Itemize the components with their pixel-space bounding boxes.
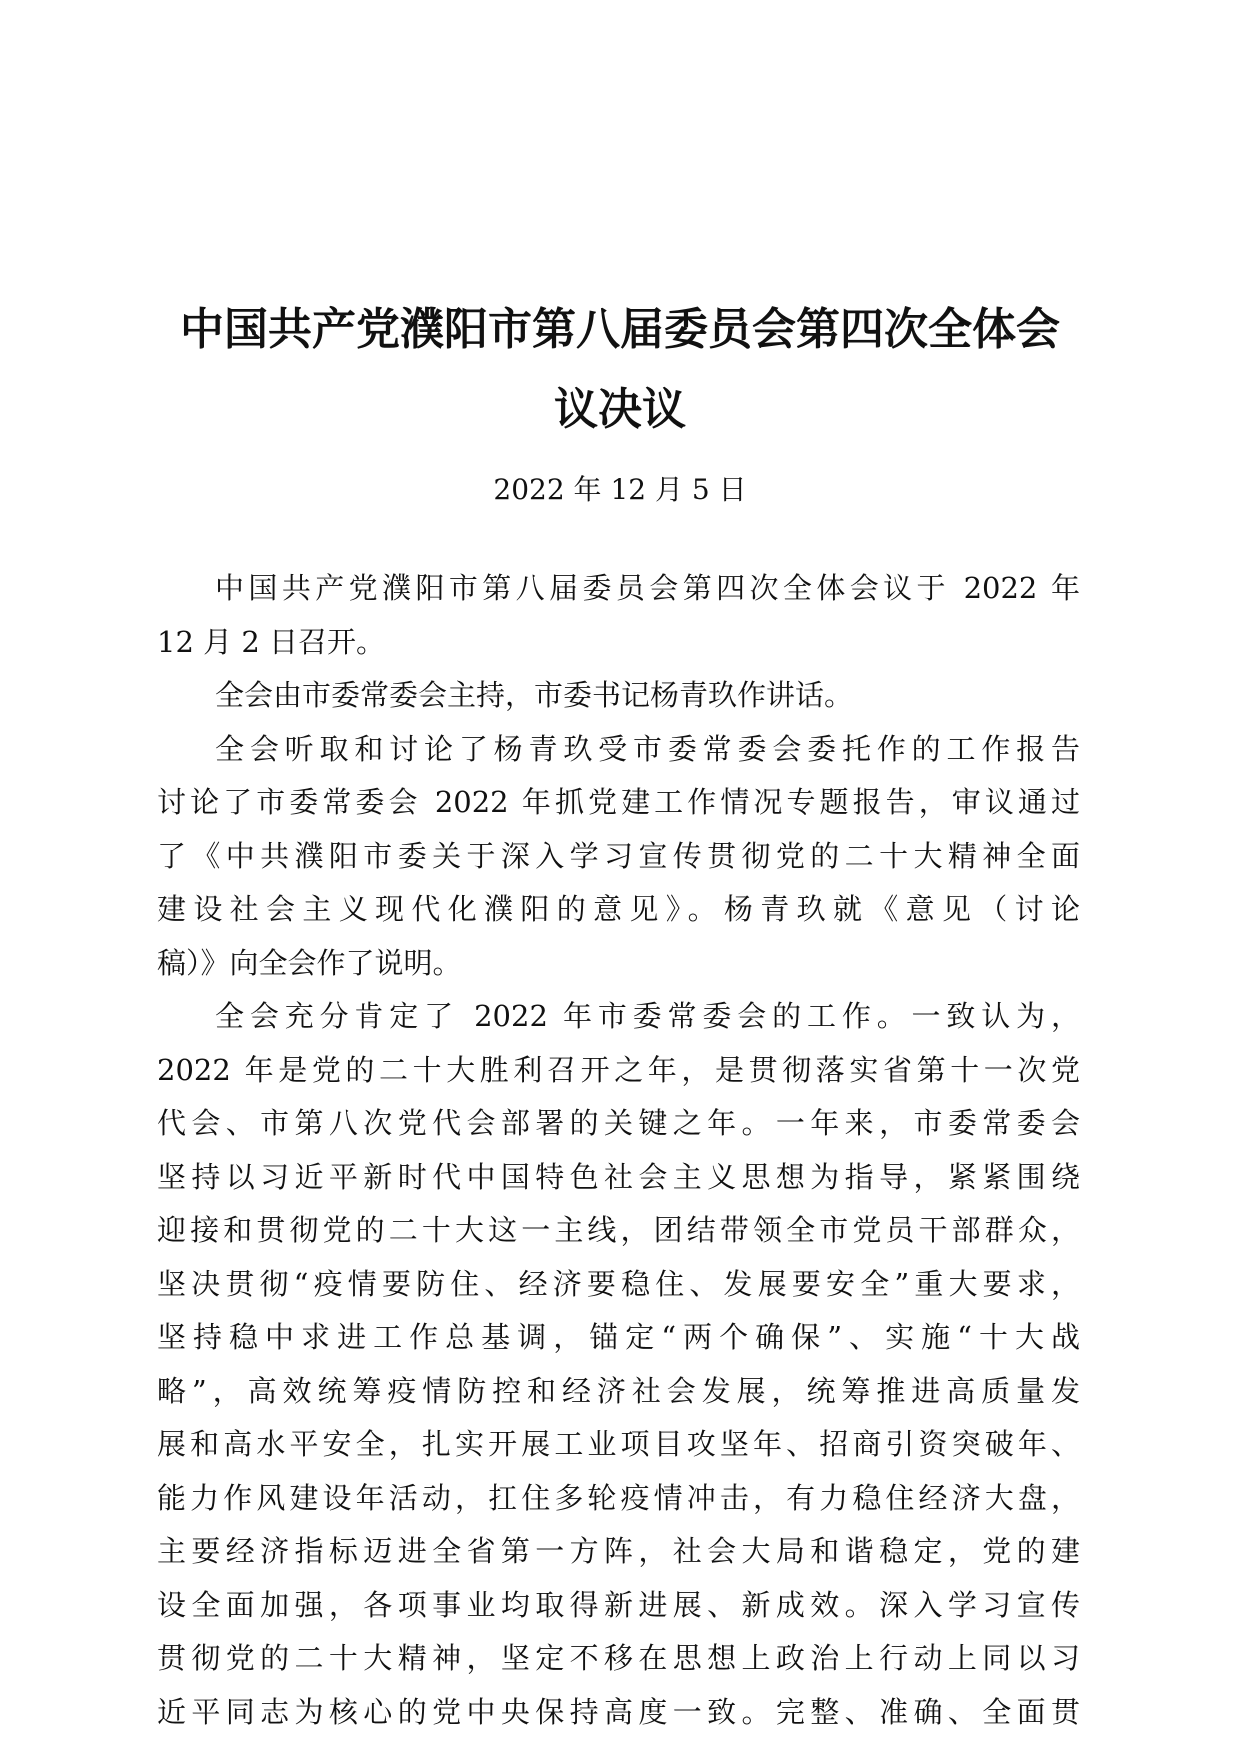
paragraph-line: 代会、市第八次党代会部署的关键之年。一年来，市委常委会	[157, 1106, 1080, 1140]
paragraph	[157, 990, 1080, 1739]
paragraph-line: 了《中共濮阳市委关于深入学习宣传贯彻党的二十大精神全面	[157, 838, 1080, 873]
paragraph-line: 全会由市委常委会主持，市委书记杨青玖作讲话。	[215, 678, 854, 712]
paragraph	[157, 669, 1080, 723]
paragraph-line: 主要经济指标迈进全省第一方阵，社会大局和谐稳定，党的建	[157, 1534, 1080, 1568]
paragraph-line: 2022 年是党的二十大胜利召开之年，是贯彻落实省第十一次党	[157, 1052, 1080, 1087]
paragraph	[157, 723, 1080, 991]
paragraph-line: 近平同志为核心的党中央保持高度一致。完整、准确、全面贯	[157, 1694, 1080, 1729]
paragraph-line: 能力作风建设年活动，扛住多轮疫情冲击，有力稳住经济大盘，	[157, 1480, 1080, 1515]
paragraph	[157, 562, 1080, 669]
paragraph-line: 坚决贯彻“疫情要防住、经济要稳住、发展要安全”重大要求，	[157, 1266, 1080, 1301]
title-line-1: 中国共产党濮阳市第八届委员会第四次全体会	[180, 304, 1060, 355]
document-date: 2022 年 12 月 5 日	[493, 473, 747, 506]
paragraph-line: 设全面加强，各项事业均取得新进展、新成效。深入学习宣传	[157, 1587, 1080, 1622]
paragraph-line: 贯彻党的二十大精神，坚定不移在思想上政治上行动上同以习	[157, 1641, 1080, 1675]
paragraph-line: 迎接和贯彻党的二十大这一主线，团结带领全市党员干部群众，	[157, 1213, 1080, 1247]
paragraph-line: 坚持稳中求进工作总基调，锚定“两个确保”、实施“十大战	[157, 1320, 1080, 1354]
paragraph-line: 展和高水平安全，扎实开展工业项目攻坚年、招商引资突破年、	[157, 1427, 1080, 1461]
paragraph-line: 稿）》向全会作了说明。	[157, 945, 462, 980]
paragraph-line: 12 月 2 日召开。	[157, 624, 386, 659]
paragraph-line: 全会充分肯定了 2022 年市委常委会的工作。一致认为，	[215, 999, 1080, 1033]
paragraph-line: 略”，高效统筹疫情防控和经济社会发展，统筹推进高质量发	[157, 1373, 1080, 1408]
paragraph-line: 讨论了市委常委会 2022 年抓党建工作情况专题报告，审议通过	[157, 785, 1080, 819]
paragraph-line: 建设社会主义现代化濮阳的意见》。杨青玖就《意见（讨论	[157, 892, 1080, 926]
paragraph-line: 中国共产党濮阳市第八届委员会第四次全体会议于 2022 年	[215, 571, 1080, 605]
document-title	[140, 290, 1100, 450]
title-line-2: 议决议	[554, 384, 686, 435]
paragraph-line: 全会听取和讨论了杨青玖受市委常委会委托作的工作报告	[215, 731, 1080, 766]
paragraph-line: 坚持以习近平新时代中国特色社会主义思想为指导，紧紧围绕	[157, 1159, 1080, 1194]
document-body	[157, 562, 1080, 1739]
